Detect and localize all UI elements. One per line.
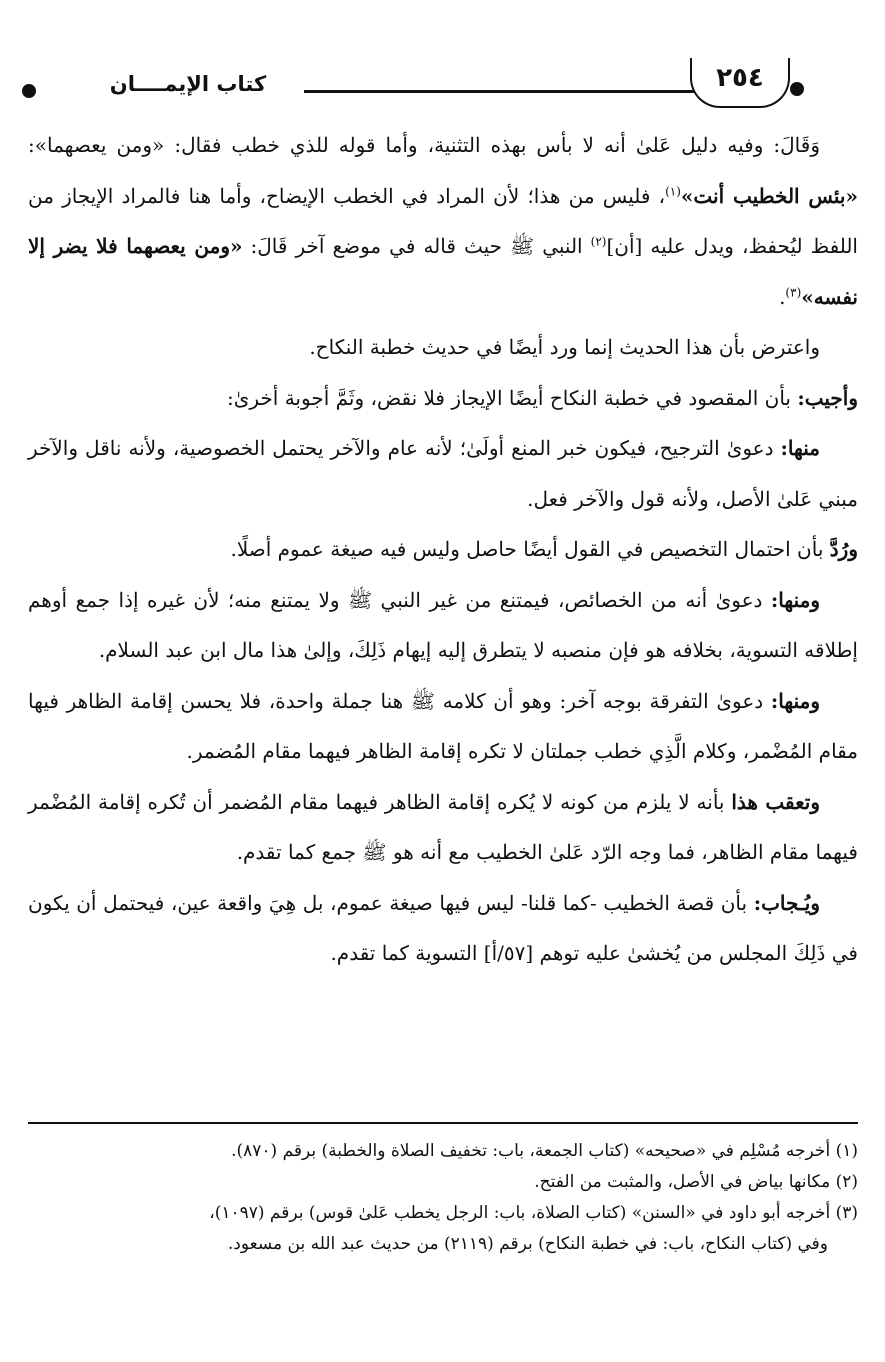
footnote-3: (٣) أخرجه أبو داود في «السنن» (كتاب الصلاة، باب: الرجل يخطب عَلىٰ قوس) برقم (١٠٩٧)، bbox=[209, 1203, 858, 1223]
paragraph-7-lead: ومنها: bbox=[770, 688, 820, 713]
paragraph-1-text-d: . bbox=[779, 284, 786, 309]
paragraph-5-lead: ورُدَّ bbox=[829, 537, 858, 561]
footnote-3-continued: وفي (كتاب النكاح، باب: في خطبة النكاح) برقم (٢١١٩) من حديث عبد الله بن مسعود. bbox=[227, 1234, 828, 1254]
paragraph-2: واعترض بأن هذا الحديث إنما ورد أيضًا في حديث خطبة النكاح. bbox=[309, 335, 820, 359]
footnotes bbox=[28, 1136, 858, 1260]
paragraph-4 bbox=[28, 423, 858, 524]
paragraph-1-text-c: النبي ﷺ حيث قاله في موضع آخر قَالَ: bbox=[242, 234, 591, 258]
hadith-quote-2: «ومن يعصهما فلا يضر إلا نفسه» bbox=[28, 234, 858, 309]
paragraph-3 bbox=[28, 373, 858, 424]
page-header bbox=[18, 58, 808, 118]
footnote-2: (٢) مكانها بياض في الأصل، والمثبت من الفتح. bbox=[534, 1172, 858, 1192]
main-text bbox=[28, 120, 858, 979]
header-ornament-dot-left bbox=[22, 84, 36, 98]
header-rule bbox=[304, 90, 706, 93]
paragraph-9-text: بأن قصة الخطيب -كما قلنا- ليس فيها صيغة عموم، بل هِيَ واقعة عين، فيحتمل أن يكون في ذَلِكَ المجلس من يُخشىٰ عليه توهم [٥٧/أ] التسوية كما تقدم. bbox=[28, 890, 858, 965]
page-number: ٢٥٤ bbox=[690, 58, 790, 108]
paragraph-1-text-b: ، فليس من هذا؛ لأن المراد في الخطب الإيضاح، وأما هنا فالمراد الإيجاز من اللفظ ليُحفظ، ويدل عليه [أن] bbox=[28, 183, 858, 258]
paragraph-1 bbox=[28, 120, 858, 322]
footnote-ref-2: (٢) bbox=[590, 234, 607, 249]
hadith-quote: «بئس الخطيب أنت» bbox=[680, 183, 858, 208]
paragraph-9-lead: ويُـجاب: bbox=[753, 890, 820, 915]
paragraph-4-text: دعوىٰ الترجيح، فيكون خبر المنع أولَىٰ؛ لأنه عام والآخر يحتمل الخصوصية، ولأنه ناقل والآخر مبني عَلىٰ الأصل، ولأنه قول والآخر فعل. bbox=[28, 436, 858, 511]
paragraph-7-text: دعوىٰ التفرقة بوجه آخر: وهو أن كلامه ﷺ هنا جملة واحدة، فلا يحسن إقامة الظاهر فيها مقام المُضْمر، وكلام الَّذِي خطب جملتان لا تكره إقامة الظاهر فيهما مقام المُضمر. bbox=[28, 688, 858, 763]
paragraph-6-text: دعوىٰ أنه من الخصائص، فيمتنع من غير النبي ﷺ ولا يمتنع منه؛ لأن غيره إذا جمع أوهم إطلاقه التسوية، بخلافه هو فإن منصبه لا يتطرق إليه إيهام ذَلِكَ، وإلىٰ هذا مال ابن عبد السلام. bbox=[28, 587, 858, 662]
paragraph-6-lead: ومنها: bbox=[770, 587, 820, 612]
paragraph-9 bbox=[28, 878, 858, 979]
paragraph-5-text: بأن احتمال التخصيص في القول أيضًا حاصل وليس فيه صيغة عموم أصلًا. bbox=[230, 537, 830, 561]
paragraph-5 bbox=[28, 524, 858, 575]
paragraph-6 bbox=[28, 575, 858, 676]
running-title: كتاب الإيمــــان bbox=[109, 72, 267, 96]
header-ornament-dot-right bbox=[790, 82, 804, 96]
paragraph-7 bbox=[28, 676, 858, 777]
paragraph-8 bbox=[28, 777, 858, 878]
paragraph-3-lead: وأجيب: bbox=[797, 385, 858, 410]
footnote-ref-3: (٣) bbox=[785, 284, 802, 299]
footnote-ref-1: (١) bbox=[665, 183, 681, 198]
paragraph-8-lead: وتعقب هذا bbox=[731, 789, 820, 814]
paragraph-4-lead: منها: bbox=[780, 436, 820, 460]
footnote-1: (١) أخرجه مُسْلِم في «صحيحه» (كتاب الجمعة، باب: تخفيف الصلاة والخطبة) برقم (٨٧٠). bbox=[231, 1141, 858, 1161]
paragraph-8-text: بأنه لا يلزم من كونه لا يُكره إقامة الظاهر فيهما مقام المُضمر أن تُكره إقامة المُضْمر فيهما مقام الظاهر، فما وجه الرّد عَلىٰ الخطيب مع أنه هو ﷺ جمع كما تقدم. bbox=[28, 789, 858, 864]
paragraph-1-text-a: وَقَالَ: وفيه دليل عَلىٰ أنه لا بأس بهذه التثنية، وأما قوله للذي خطب فقال: «ومن يعصهما»: bbox=[28, 133, 820, 157]
footnote-divider bbox=[28, 1122, 858, 1124]
paragraph-3-text: بأن المقصود في خطبة النكاح أيضًا الإيجاز فلا نقض، وثَمَّ أجوبة أخرىٰ: bbox=[227, 385, 798, 410]
